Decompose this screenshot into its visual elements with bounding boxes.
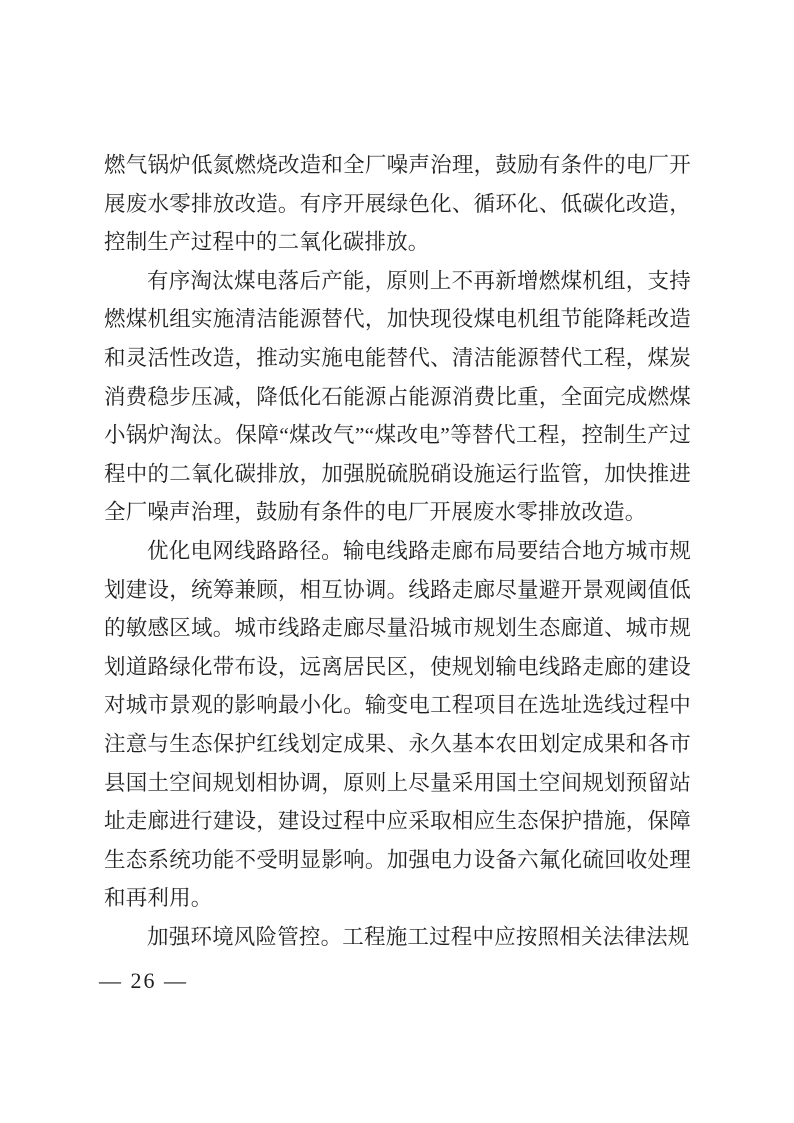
paragraph: 优化电网线路路径。输电线路走廊布局要结合地方城市规划建设，统筹兼顾，相互协调。线路走廊尽量避开景观阈值低的敏感区域。城市线路走廊尽量沿城市规划生态廊道、城市规划道路绿化带布设，远离居民区，使规划输电线路走廊的建设对城市景观的影响最小化。输变电工程项目在选址选线过程中注意与生态保护红线划定成果、永久基本农田划定成果和各市县国土空间规划相协调，原则上尽量采用国土空间规划预留站址走廊进行建设，建设过程中应采取相应生态保护措施，保障生态系统功能不受明显影响。加强电力设备六氟化硫回收处理和再利用。 bbox=[104, 538, 691, 911]
paragraph: 有序淘汰煤电落后产能，原则上不再新增燃煤机组，支持燃煤机组实施清洁能源替代，加快现役煤电机组节能降耗改造和灵活性改造，推动实施电能替代、清洁能源替代工程，煤炭消费稳步压减，降低化石能源占能源消费比重，全面完成燃煤小锅炉淘汰。保障“煤改气”“煤改电”等替代工程，控制生产过程中的二氧化碳排放，加强脱硫脱硝设施运行监管，加快推进全厂噪声治理，鼓励有条件的电厂开展废水零排放改造。 bbox=[104, 268, 691, 525]
paragraph: 加强环境风险管控。工程施工过程中应按照相关法律法规 bbox=[147, 924, 690, 949]
document-body bbox=[104, 146, 691, 956]
paragraph: 燃气锅炉低氮燃烧改造和全厂噪声治理，鼓励有条件的电厂开展废水零排放改造。有序开展绿色化、循环化、低碳化改造，控制生产过程中的二氧化碳排放。 bbox=[104, 153, 691, 255]
page-number: — 26 — bbox=[99, 968, 188, 993]
page-footer bbox=[99, 967, 188, 995]
